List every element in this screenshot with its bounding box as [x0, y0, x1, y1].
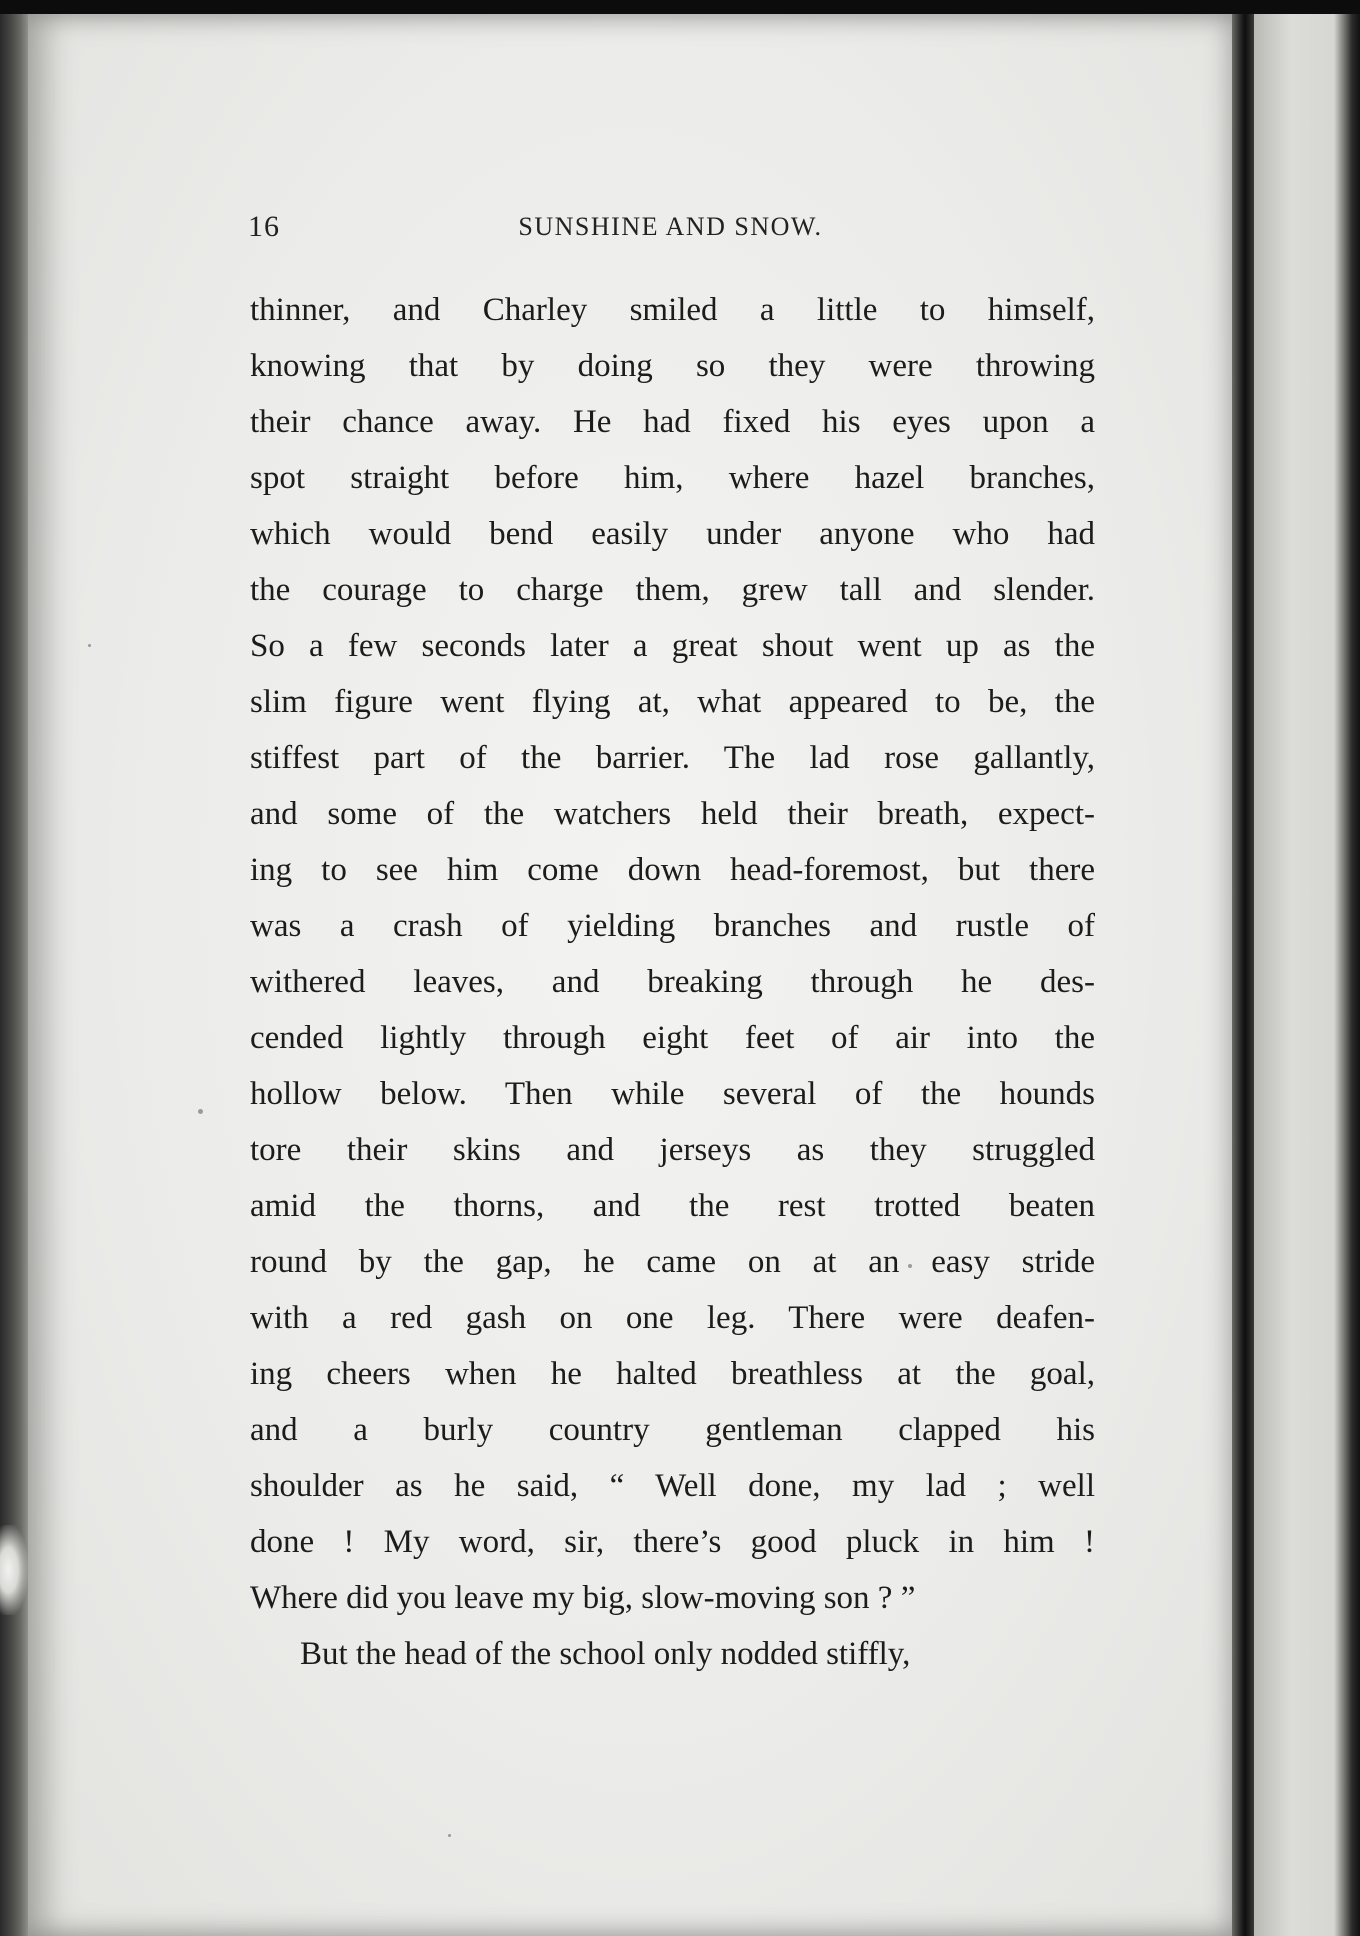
- text-line: the courage to charge them, grew tall and slender.: [250, 572, 1095, 608]
- book-binding: [0, 14, 30, 1936]
- text-line: round by the gap, he came on at an easy stride: [250, 1244, 1095, 1280]
- text-line: with a red gash on one leg. There were deafen-: [250, 1300, 1095, 1336]
- page-gutter-fold: [1232, 14, 1254, 1936]
- page-number: 16: [248, 210, 280, 243]
- text-line: stiffest part of the barrier. The lad rose gallantly,: [250, 740, 1095, 776]
- text-line: So a few seconds later a great shout went up as the: [250, 628, 1095, 664]
- text-line: Where did you leave my big, slow-moving son ? ”: [250, 1580, 916, 1616]
- text-line: slim figure went flying at, what appeared to be, the: [250, 684, 1095, 720]
- paragraph-first-line: But the head of the school only nodded stiffly,: [300, 1636, 911, 1672]
- binding-thread-fray: [0, 1525, 28, 1615]
- text-line: spot straight before him, where hazel branches,: [250, 460, 1095, 496]
- text-line: ing to see him come down head-foremost, but there: [250, 852, 1095, 888]
- text-line: shoulder as he said, “ Well done, my lad ; well: [250, 1468, 1095, 1504]
- page-header: [248, 210, 1093, 258]
- paper-speck: [88, 644, 91, 647]
- body-text: [250, 282, 1095, 1682]
- text-line: knowing that by doing so they were throwing: [250, 348, 1095, 384]
- text-line: amid the thorns, and the rest trotted beaten: [250, 1188, 1095, 1224]
- text-line: which would bend easily under anyone who had: [250, 516, 1095, 552]
- text-line: hollow below. Then while several of the hounds: [250, 1076, 1095, 1112]
- text-line: and some of the watchers held their breath, expect-: [250, 796, 1095, 832]
- text-line: thinner, and Charley smiled a little to himself,: [250, 292, 1095, 328]
- text-line: and a burly country gentleman clapped his: [250, 1412, 1095, 1448]
- scan-top-edge: [0, 0, 1360, 14]
- text-line: ing cheers when he halted breathless at the goal,: [250, 1356, 1095, 1392]
- text-line: was a crash of yielding branches and rustle of: [250, 908, 1095, 944]
- text-line: their chance away. He had fixed his eyes upon a: [250, 404, 1095, 440]
- text-line: cended lightly through eight feet of air into the: [250, 1020, 1095, 1056]
- running-head: SUNSHINE AND SNOW.: [518, 212, 823, 241]
- text-line: done ! My word, sir, there’s good pluck in him !: [250, 1524, 1095, 1560]
- paper-speck: [448, 1834, 451, 1837]
- paper-speck: [198, 1109, 203, 1114]
- adjacent-page-edge: [1334, 14, 1360, 1936]
- text-line: tore their skins and jerseys as they struggled: [250, 1132, 1095, 1168]
- text-line: withered leaves, and breaking through he des-: [250, 964, 1095, 1000]
